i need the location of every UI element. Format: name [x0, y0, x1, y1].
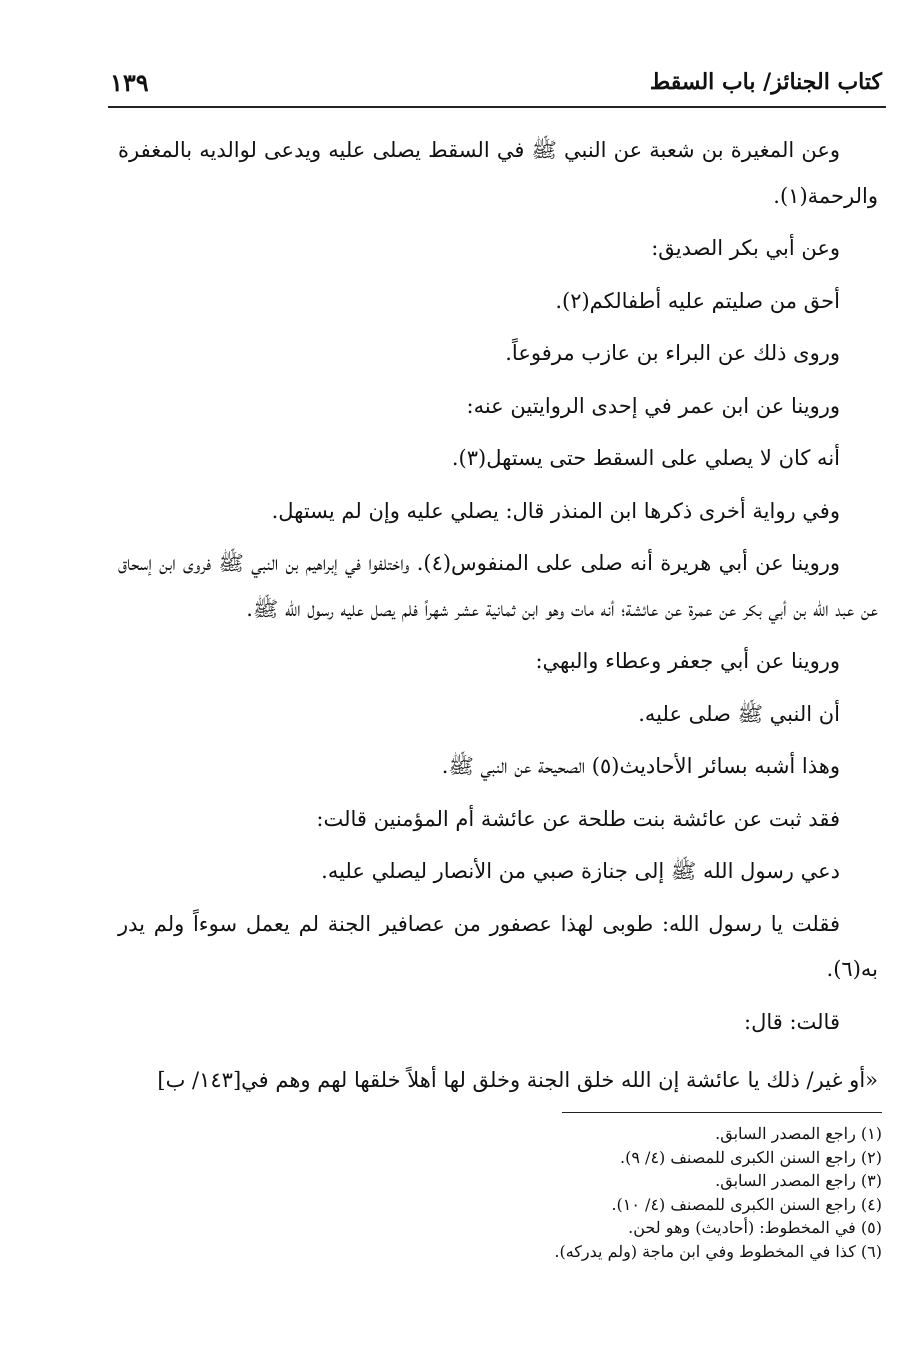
continuation-line: «أو غير/ ذلك يا عائشة إن الله خلق الجنة وخلق لها أهلاً خلقها لهم وهم في[١٤٣/ ب]	[157, 1068, 878, 1092]
paragraph: أحق من صليتم عليه أطفالكم(٢).	[555, 288, 840, 313]
footnote: (٢) راجع السنن الكبرى للمصنف (٤/ ٩).	[620, 1147, 882, 1167]
paragraph: فقلت يا رسول الله: طوبى لهذا عصفور من عصافير الجنة لم يعمل سوءاً ولم يدر به(٦).	[118, 911, 878, 981]
footnote: (٦) كذا في المخطوط وفي ابن ماجة (ولم يدركه).	[554, 1241, 882, 1261]
page-header	[110, 62, 882, 102]
paragraph: أنه كان لا يصلي على السقط حتى يستهل(٣).	[451, 446, 840, 470]
footnote: (٣) راجع المصدر السابق.	[715, 1171, 882, 1190]
header-rule	[108, 106, 886, 108]
footnote: (٤) راجع السنن الكبرى للمصنف (٤/ ١٠).	[611, 1194, 882, 1214]
paragraph: وعن أبي بكر الصديق:	[651, 236, 840, 260]
paragraph: دعي رسول الله ﷺ إلى جنازة صبي من الأنصار ليصلي عليه.	[321, 859, 840, 883]
page-number: ١٣٩	[110, 67, 149, 97]
paragraph: وروى ذلك عن البراء بن عازب مرفوعاً.	[505, 341, 840, 365]
footnote: (١) راجع المصدر السابق.	[715, 1124, 882, 1143]
footnotes	[360, 1122, 882, 1263]
running-title: كتاب الجنائز/ باب السقط	[649, 69, 882, 95]
footnote-rule	[562, 1112, 882, 1113]
main-text	[118, 128, 878, 1052]
paragraph: وروينا عن أبي هريرة أنه صلى على المنفوس(٤). واختلفوا في إبراهيم بن النبي ﷺ فروى ابن إسحاق عن عبد الله بن أبي بكر عن عمرة عن عائشة؛ أنه مات وهو ابن ثمانية عشر شهراً فلم يصل عليه رسول الله ﷺ.	[118, 551, 878, 621]
paragraph: وروينا عن ابن عمر في إحدى الروايتين عنه:	[466, 393, 840, 418]
paragraph: أن النبي ﷺ صلى عليه.	[638, 701, 840, 726]
footnote: (٥) في المخطوط: (أحاديث) وهو لحن.	[628, 1218, 882, 1237]
paragraph: وروينا عن أبي جعفر وعطاء والبهي:	[535, 649, 840, 673]
paragraph: قالت: قال:	[744, 1009, 840, 1034]
paragraph: فقد ثبت عن عائشة بنت طلحة عن عائشة أم المؤمنين قالت:	[316, 806, 840, 831]
paragraph: وعن المغيرة بن شعبة عن النبي ﷺ في السقط يصلى عليه ويدعى لوالديه بالمغفرة والرحمة(١).	[118, 138, 878, 208]
paragraph: وهذا أشبه بسائر الأحاديث(٥) الصحيحة عن النبي ﷺ.	[441, 754, 840, 778]
paragraph: وفي رواية أخرى ذكرها ابن المنذر قال: يصلي عليه وإن لم يستهل.	[271, 498, 840, 523]
